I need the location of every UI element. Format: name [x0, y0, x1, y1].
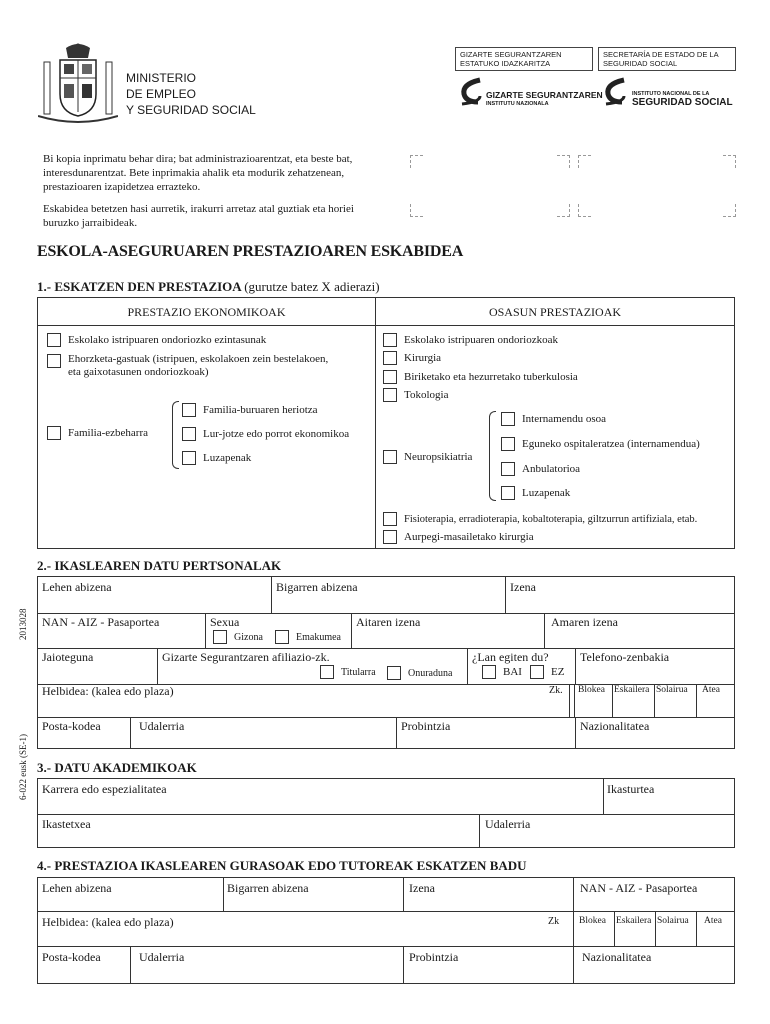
field-parent-door[interactable]: Atea	[704, 916, 722, 926]
field-school[interactable]: Ikastetxea	[42, 817, 91, 831]
field-school-municipality[interactable]: Udalerria	[485, 817, 531, 831]
field-name[interactable]: Izena	[510, 580, 536, 594]
field-degree[interactable]: Karrera edo espezialitatea	[42, 782, 167, 796]
coat-of-arms-logo	[38, 42, 118, 124]
field-sex-label: Sexua	[210, 615, 240, 629]
gss-logo-icon	[458, 76, 484, 108]
ministry-line3: Y SEGURIDAD SOCIAL	[126, 103, 256, 117]
option-beneficiary-label: Onuraduna	[408, 667, 453, 679]
option-maxillofacial-label: Aurpegi-masailetako kirurgia	[404, 531, 534, 543]
section-4-title: 4.- PRESTAZIOA IKASLEAREN GURASOAK EDO TUTOREAK ESKATZEN BADU	[37, 858, 527, 873]
option-right-extensions-label: Luzapenak	[522, 487, 571, 499]
checkbox[interactable]	[482, 665, 496, 679]
option-holder-label: Titularra	[341, 666, 376, 678]
checkbox[interactable]	[387, 666, 401, 680]
option-tuberculosis[interactable]	[383, 370, 578, 384]
checkbox[interactable]	[47, 333, 61, 347]
option-bankruptcy-label: Lur-jotze edo porrot ekonomikoa	[203, 428, 350, 440]
option-accident-health[interactable]	[383, 333, 558, 347]
option-funeral-expenses[interactable]	[47, 353, 328, 379]
field-province[interactable]: Probintzia	[401, 719, 451, 733]
option-full-internment[interactable]	[501, 412, 606, 426]
option-neuropsychiatry[interactable]	[383, 450, 472, 464]
option-maxillofacial[interactable]	[383, 530, 534, 544]
field-parent-number[interactable]: Zk	[548, 916, 560, 927]
option-head-death-label: Familia-buruaren heriotza	[203, 404, 318, 416]
registration-stamp-area	[410, 155, 570, 217]
section-1-title-text: 1.- ESKATZEN DEN PRESTAZIOA	[37, 279, 241, 294]
brace-icon	[172, 401, 179, 469]
option-no[interactable]	[530, 665, 564, 679]
field-id-passport[interactable]: NAN - AIZ - Pasaportea	[42, 615, 160, 629]
gss-sub: INSTITUTU NAZIONALA	[486, 101, 549, 107]
gss-header: GIZARTE SEGURANTZAREN ESTATUKO IDAZKARITZA	[455, 47, 593, 71]
field-staircase[interactable]: Eskailera	[614, 685, 650, 695]
option-day-hospital-label: Eguneko ospitaleratzea (internamendua)	[522, 438, 700, 450]
field-address[interactable]: Helbidea: (kalea edo plaza)	[42, 684, 174, 698]
field-works-label: ¿Lan egiten du?	[472, 650, 549, 664]
field-door[interactable]: Atea	[702, 685, 720, 695]
field-parent-nationality[interactable]: Nazionalitatea	[582, 950, 652, 964]
option-funeral-label-1: Ehorzketa-gastuak (istripuen, eskolakoen zein bestelakoen,	[68, 353, 329, 365]
field-block[interactable]: Blokea	[578, 685, 605, 695]
option-yes[interactable]	[482, 665, 522, 679]
field-affiliation-number[interactable]: Gizarte Segurantzaren afiliazio-zk.	[162, 650, 330, 664]
option-left-extensions[interactable]	[182, 451, 251, 465]
gss-name: GIZARTE SEGURANTZAREN	[486, 90, 603, 100]
checkbox[interactable]	[383, 450, 397, 464]
page-title: ESKOLA-ASEGURUAREN PRESTAZIOAREN ESKABIDEA	[37, 243, 464, 260]
ministry-line2: DE EMPLEO	[126, 87, 197, 101]
option-no-label: EZ	[551, 666, 565, 678]
checkbox[interactable]	[47, 354, 61, 368]
option-full-internment-label: Internamendu osoa	[522, 413, 606, 425]
field-postal-code[interactable]: Posta-kodea	[42, 719, 101, 733]
field-parent-staircase[interactable]: Eskailera	[616, 916, 652, 926]
option-tuberculosis-label: Biriketako eta hezurretako tuberkulosia	[404, 371, 578, 383]
field-municipality[interactable]: Udalerria	[139, 719, 185, 733]
checkbox[interactable]	[501, 462, 515, 476]
field-phone[interactable]: Telefono-zenbakia	[580, 650, 670, 664]
field-parent-id-passport[interactable]: NAN - AIZ - Pasaportea	[580, 881, 698, 895]
ministry-line1: MINISTERIO	[126, 71, 197, 85]
field-parent-first-surname[interactable]: Lehen abizena	[42, 881, 112, 895]
field-number[interactable]: Zk.	[549, 685, 563, 696]
entry-stamp-area	[578, 155, 736, 217]
field-first-surname[interactable]: Lehen abizena	[42, 580, 112, 594]
field-parent-name[interactable]: Izena	[409, 881, 435, 895]
option-physiotherapy[interactable]	[383, 512, 697, 526]
field-parent-address[interactable]: Helbidea: (kalea edo plaza)	[42, 915, 174, 929]
option-holder[interactable]	[320, 665, 376, 679]
sss-sub: INSTITUTO NACIONAL DE LA	[632, 91, 710, 97]
checkbox[interactable]	[530, 665, 544, 679]
margin-form-code: 6-022 eusk (SE-1)	[18, 734, 28, 800]
field-birth-date[interactable]: Jaioteguna	[42, 650, 94, 664]
field-parent-province[interactable]: Probintzia	[409, 950, 459, 964]
checkbox[interactable]	[501, 437, 515, 451]
option-outpatient-label: Anbulatorioa	[522, 463, 581, 475]
checkbox[interactable]	[182, 451, 196, 465]
option-funeral-label-2: eta gaixotasunen ondoriozkoak)	[68, 366, 209, 378]
option-family-misfortune[interactable]	[47, 426, 148, 440]
field-parent-block[interactable]: Blokea	[579, 916, 606, 926]
option-left-extensions-label: Luzapenak	[203, 452, 252, 464]
option-incapacity-label: Eskolako istripuaren ondoriozko ezintasunak	[68, 334, 267, 346]
section-1-title	[37, 279, 380, 295]
section-2-title: 2.- IKASLEAREN DATU PERTSONALAK	[37, 558, 282, 573]
brace-icon	[489, 411, 496, 501]
checkbox[interactable]	[182, 427, 196, 441]
sss-header: SECRETARÍA DE ESTADO DE LA SEGURIDAD SOCIAL	[598, 47, 736, 71]
checkbox[interactable]	[501, 486, 515, 500]
option-female[interactable]	[275, 630, 341, 644]
option-surgery-label: Kirurgia	[404, 352, 442, 364]
health-benefits-header: OSASUN PRESTAZIOAK	[488, 305, 622, 319]
checkbox[interactable]	[320, 665, 334, 679]
checkbox[interactable]	[275, 630, 289, 644]
option-day-hospital[interactable]	[501, 437, 700, 451]
option-head-death[interactable]	[182, 403, 318, 417]
option-family-label: Familia-ezbeharra	[68, 427, 149, 439]
field-nationality[interactable]: Nazionalitatea	[580, 719, 650, 733]
intro-paragraph-2: Eskabidea betetzen hasi aurretik, irakurri arretaz atal guztiak eta horiei buruzko jarraibideak.	[43, 203, 354, 229]
option-bankruptcy[interactable]	[182, 427, 349, 441]
section-3-title: 3.- DATU AKADEMIKOAK	[37, 760, 197, 775]
field-parent-postal-code[interactable]: Posta-kodea	[42, 950, 101, 964]
sss-logo-icon	[602, 76, 628, 108]
option-physiotherapy-label: Fisioterapia, erradioterapia, kobaltoterapia, giltzurrun artifiziala, etab.	[404, 513, 698, 525]
field-parent-floor[interactable]: Solairua	[657, 916, 689, 926]
checkbox[interactable]	[383, 351, 397, 365]
option-yes-label: BAI	[503, 666, 522, 678]
checkbox[interactable]	[383, 388, 397, 402]
option-surgery[interactable]	[383, 351, 441, 365]
section-1-note: (gurutze batez X adierazi)	[244, 279, 380, 294]
field-second-surname[interactable]: Bigarren abizena	[276, 580, 358, 594]
checkbox[interactable]	[383, 370, 397, 384]
checkbox[interactable]	[47, 426, 61, 440]
field-academic-year[interactable]: Ikasturtea	[607, 782, 655, 796]
economic-benefits-header: PRESTAZIO EKONOMIKOAK	[127, 305, 286, 319]
checkbox[interactable]	[501, 412, 515, 426]
checkbox[interactable]	[383, 333, 397, 347]
option-accident-health-label: Eskolako istripuaren ondoriozkoak	[404, 334, 558, 346]
field-mother-name[interactable]: Amaren izena	[551, 615, 618, 629]
checkbox[interactable]	[383, 512, 397, 526]
field-floor[interactable]: Solairua	[656, 685, 688, 695]
option-beneficiary[interactable]	[387, 666, 452, 680]
option-obstetrics-label: Tokologia	[404, 389, 449, 401]
ministry-name	[126, 70, 256, 118]
intro-paragraph-1: Bi kopia inprimatu behar dira; bat administrazioarentzat, eta beste bat, interesdunarentzat. Bete inprimakia ahalik eta modurik zehatzenean, prestazioaren izapidetzea errazteko.	[43, 153, 353, 193]
option-right-extensions[interactable]	[501, 486, 570, 500]
field-parent-second-surname[interactable]: Bigarren abizena	[227, 881, 309, 895]
margin-code: 2013028	[18, 608, 28, 640]
option-female-label: Emakumea	[296, 631, 341, 643]
checkbox[interactable]	[383, 530, 397, 544]
option-neuropsychiatry-label: Neuropsikiatria	[404, 451, 473, 463]
field-parent-municipality[interactable]: Udalerria	[139, 950, 185, 964]
sss-name: SEGURIDAD SOCIAL	[632, 97, 733, 108]
field-father-name[interactable]: Aitaren izena	[356, 615, 421, 629]
checkbox[interactable]	[213, 630, 227, 644]
option-incapacity[interactable]	[47, 333, 266, 347]
option-obstetrics[interactable]	[383, 388, 448, 402]
option-male[interactable]	[213, 630, 263, 644]
option-male-label: Gizona	[234, 631, 263, 643]
checkbox[interactable]	[182, 403, 196, 417]
option-outpatient[interactable]	[501, 462, 580, 476]
